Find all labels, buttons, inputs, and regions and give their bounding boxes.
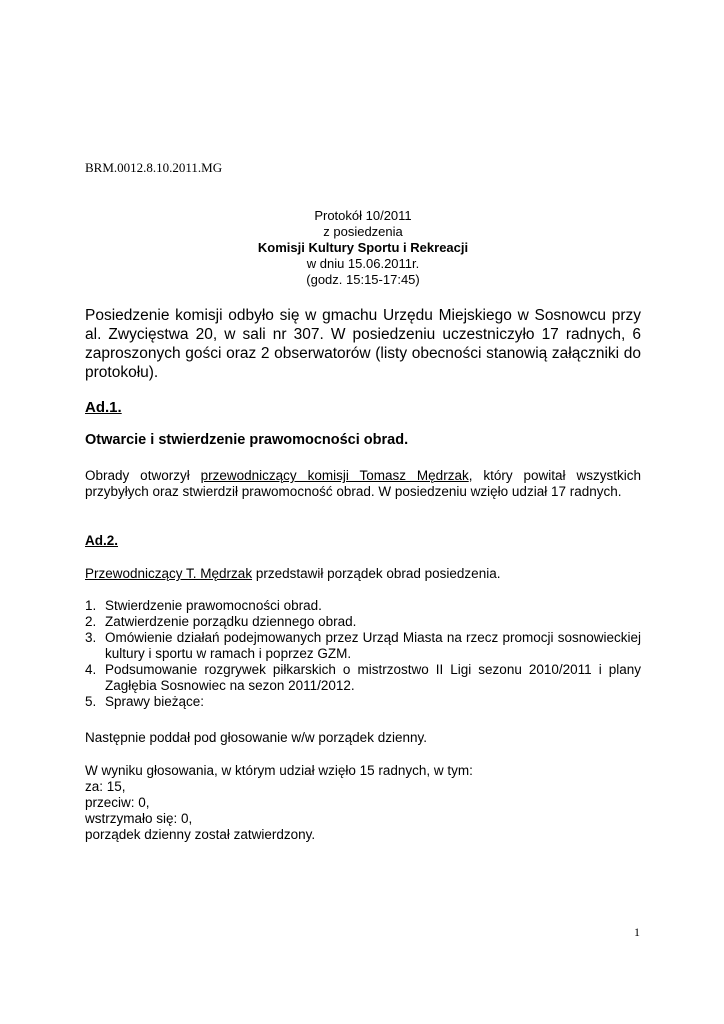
agenda-item-number: 1. [85, 598, 97, 613]
agenda-item [85, 694, 641, 710]
document-reference: BRM.0012.8.10.2011.MG [85, 160, 223, 175]
agenda-item [85, 614, 641, 630]
ad2-intro-after: przedstawił porządek obrad posiedzenia. [252, 566, 501, 581]
agenda-item-number: 3. [85, 630, 97, 645]
agenda-item-text: Omówienie działań podejmowanych przez Urząd Miasta na rzecz promocji sosnowieckiej kultury i sportu w ramach i poprzez GZM. [105, 630, 641, 661]
protocol-subtitle: z posiedzenia [323, 224, 403, 239]
ad1-para-before: Obrady otworzył [85, 468, 201, 483]
ad2-intro [85, 566, 641, 582]
ad2-heading: Ad.2. [85, 533, 119, 548]
agenda-item-text: Stwierdzenie prawomocności obrad. [105, 598, 322, 613]
page-number: 1 [634, 925, 640, 939]
vote-against: przeciw: 0, [85, 795, 150, 810]
vote-abstained: wstrzymało się: 0, [85, 811, 193, 826]
vote-line: W wyniku głosowania, w którym udział wzięło 15 radnych, w tym: [85, 763, 473, 778]
agenda-item-text: Sprawy bieżące: [105, 694, 205, 709]
protocol-header [85, 208, 641, 288]
ad1-para-after: , który powitał wszystkich przybyłych oraz stwierdził prawomocność obrad. W posiedzeniu wzięło udział 17 radnych. [85, 468, 641, 499]
agenda-item [85, 662, 641, 694]
meeting-time: (godz. 15:15-17:45) [306, 272, 420, 287]
agenda-item-number: 5. [85, 694, 97, 709]
vote-conclusion: porządek dzienny został zatwierdzony. [85, 827, 316, 842]
agenda-item-text: Podsumowanie rozgrywek piłkarskich o mistrzostwo II Ligi sezonu 2010/2011 i plany Zagłębia Sosnowiec na sezon 2011/2012. [105, 662, 641, 693]
protocol-number: Protokół 10/2011 [314, 208, 412, 223]
agenda-item [85, 630, 641, 662]
agenda-list [85, 598, 641, 710]
agenda-item-number: 2. [85, 614, 97, 629]
vote-intro: Następnie poddał pod głosowanie w/w porządek dzienny. [85, 730, 427, 745]
agenda-item-text: Zatwierdzenie porządku dziennego obrad. [105, 614, 357, 629]
ad1-heading: Ad.1. [85, 399, 122, 416]
vote-for: za: 15, [85, 779, 126, 794]
committee-name: Komisji Kultury Sportu i Rekreacji [257, 240, 469, 255]
agenda-item [85, 598, 641, 614]
ad1-paragraph [85, 468, 641, 500]
vote-result [85, 763, 473, 843]
chairman-short-name: Przewodniczący T. Mędrzak [85, 566, 253, 581]
ad1-title: Otwarcie i stwierdzenie prawomocności obrad. [85, 432, 409, 448]
chairman-name: przewodniczący komisji Tomasz Mędrzak [200, 468, 469, 483]
agenda-item-number: 4. [85, 662, 97, 677]
meeting-date: w dniu 15.06.2011r. [306, 256, 420, 271]
intro-paragraph: Posiedzenie komisji odbyło się w gmachu Urzędu Miejskiego w Sosnowcu przy al. Zwycięstwa 20, w sali nr 307. W posiedzeniu uczestniczyło 17 radnych, 6 zaproszonych gości oraz 2 obserwatorów (listy obecności stanowią załączniki do protokołu). [85, 307, 641, 381]
